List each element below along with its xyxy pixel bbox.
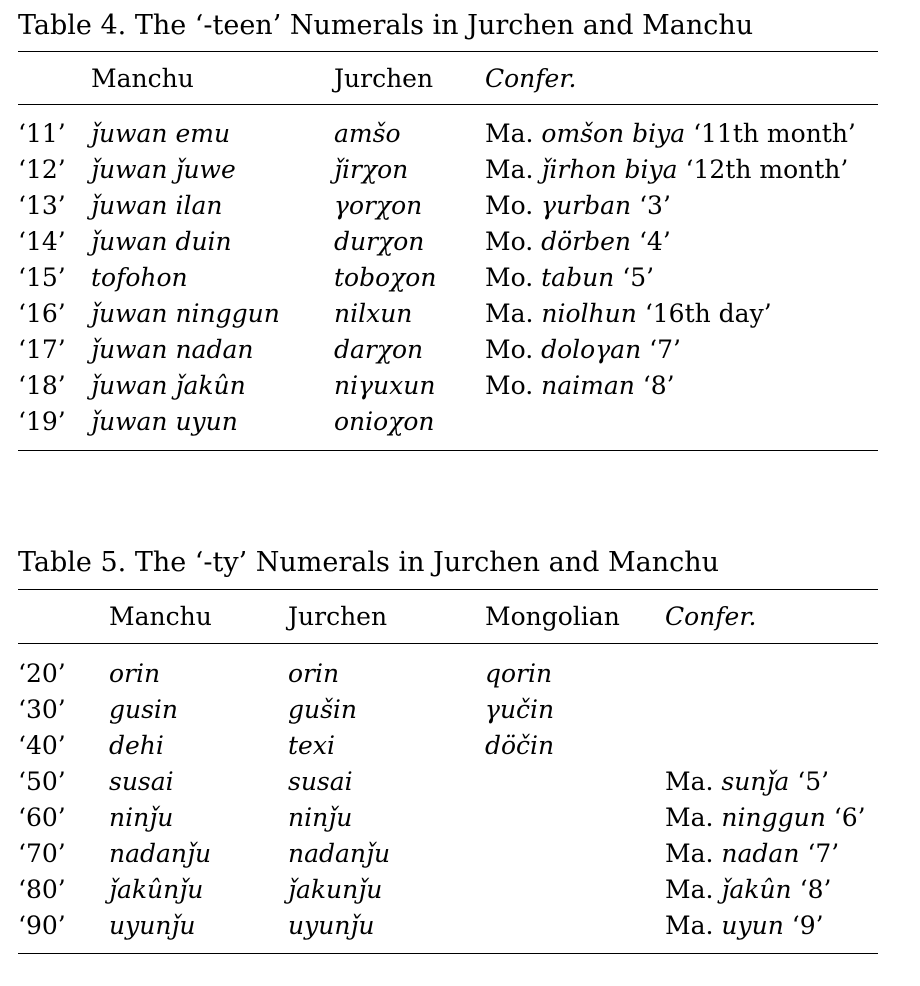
jurchen-form: texi: [288, 731, 335, 760]
confer-gloss: ‘8’: [799, 875, 832, 904]
confer-word: ǰirhon biya: [541, 155, 678, 184]
table5-header-jurchen: Jurchen: [288, 602, 388, 631]
mongolian-form: qorin: [485, 659, 553, 688]
table-row: [0, 229, 920, 265]
jurchen-form: nadanǰu: [288, 839, 391, 868]
confer-entry: [665, 805, 866, 830]
manchu-form: ǰuwan nadan: [91, 335, 254, 364]
confer-prefix: Ma.: [485, 299, 534, 328]
confer-word: niolhun: [541, 299, 637, 328]
numeral-label: ‘50’: [18, 767, 66, 796]
confer-entry: [485, 337, 681, 362]
confer-prefix: Mo.: [485, 371, 534, 400]
jurchen-form: durχon: [334, 227, 425, 256]
confer-prefix: Mo.: [485, 191, 534, 220]
numeral-label: ‘13’: [18, 191, 66, 220]
table4-caption: Table 4. The ‘-teen’ Numerals in Jurchen and Manchu: [18, 10, 754, 41]
manchu-form: ǰuwan emu: [91, 119, 231, 148]
mongolian-form: γučin: [485, 695, 555, 724]
manchu-form: ǰuwan ǰuwe: [91, 155, 236, 184]
confer-gloss: ‘6’: [833, 803, 866, 832]
manchu-form: gusin: [109, 695, 179, 724]
confer-entry: [485, 193, 671, 218]
confer-prefix: Ma.: [665, 803, 714, 832]
jurchen-form: nilxun: [334, 299, 413, 328]
manchu-form: uyunǰu: [109, 911, 196, 940]
numeral-label: ‘30’: [18, 695, 66, 724]
confer-prefix: Mo.: [485, 227, 534, 256]
numeral-label: ‘18’: [18, 371, 66, 400]
manchu-form: ǰuwan duin: [91, 227, 232, 256]
jurchen-form: darχon: [334, 335, 424, 364]
confer-word: tabun: [541, 263, 615, 292]
confer-gloss: ‘4’: [638, 227, 671, 256]
table-row: [0, 373, 920, 409]
table-row: [0, 301, 920, 337]
table5-bottom-rule: [18, 953, 878, 954]
table-row: [0, 661, 920, 697]
manchu-form: orin: [109, 659, 161, 688]
table-row: [0, 841, 920, 877]
confer-word: omšon biya: [541, 119, 686, 148]
manchu-form: susai: [109, 767, 174, 796]
confer-prefix: Ma.: [665, 911, 714, 940]
confer-word: doloγan: [541, 335, 642, 364]
table4-header-manchu: Manchu: [91, 64, 194, 93]
jurchen-form: amšo: [334, 119, 401, 148]
table-row: [0, 409, 920, 445]
confer-prefix: Ma.: [485, 155, 534, 184]
jurchen-form: susai: [288, 767, 353, 796]
confer-prefix: Ma.: [485, 119, 534, 148]
manchu-form: tofohon: [91, 263, 188, 292]
confer-entry: [665, 877, 831, 902]
confer-word: uyun: [721, 911, 784, 940]
confer-prefix: Ma.: [665, 767, 714, 796]
confer-entry: [485, 121, 856, 146]
jurchen-form: gušin: [288, 695, 358, 724]
table4-bottom-rule: [18, 450, 878, 451]
manchu-form: nadanǰu: [109, 839, 212, 868]
confer-prefix: Mo.: [485, 263, 534, 292]
table-row: [0, 697, 920, 733]
jurchen-form: ǰakunǰu: [288, 875, 383, 904]
confer-entry: [665, 769, 829, 794]
confer-gloss: ‘11th month’: [693, 119, 856, 148]
jurchen-form: toboχon: [334, 263, 437, 292]
manchu-form: ǰuwan ilan: [91, 191, 223, 220]
numeral-label: ‘19’: [18, 407, 66, 436]
confer-entry: [665, 841, 839, 866]
confer-gloss: ‘5’: [797, 767, 830, 796]
table-row: [0, 805, 920, 841]
table5-top-rule: [18, 589, 878, 590]
confer-gloss: ‘12th month’: [685, 155, 849, 184]
confer-word: ǰakûn: [721, 875, 792, 904]
numeral-label: ‘15’: [18, 263, 66, 292]
confer-word: naiman: [541, 371, 635, 400]
numeral-label: ‘11’: [18, 119, 66, 148]
table5-header-manchu: Manchu: [109, 602, 212, 631]
numeral-label: ‘80’: [18, 875, 66, 904]
numeral-label: ‘60’: [18, 803, 66, 832]
table-row: [0, 121, 920, 157]
confer-prefix: Ma.: [665, 839, 714, 868]
manchu-form: dehi: [109, 731, 164, 760]
confer-gloss: ‘7’: [649, 335, 681, 364]
jurchen-form: uyunǰu: [288, 911, 375, 940]
numeral-label: ‘20’: [18, 659, 66, 688]
table4-header-jurchen: Jurchen: [334, 64, 434, 93]
manchu-form: ǰuwan uyun: [91, 407, 238, 436]
table4-header-rule: [18, 104, 878, 105]
numeral-label: ‘17’: [18, 335, 66, 364]
numeral-label: ‘90’: [18, 911, 66, 940]
manchu-form: ǰuwan ǰakûn: [91, 371, 246, 400]
jurchen-form: orin: [288, 659, 340, 688]
table4-header-confer: Confer.: [485, 64, 577, 93]
confer-word: sunǰa: [721, 767, 790, 796]
confer-entry: [485, 265, 654, 290]
confer-gloss: ‘7’: [807, 839, 840, 868]
confer-prefix: Ma.: [665, 875, 714, 904]
table5-header-rule: [18, 643, 878, 644]
numeral-label: ‘16’: [18, 299, 66, 328]
table4-top-rule: [18, 51, 878, 52]
confer-gloss: ‘5’: [622, 263, 655, 292]
confer-entry: [485, 157, 848, 182]
numeral-label: ‘14’: [18, 227, 66, 256]
manchu-form: ninǰu: [109, 803, 174, 832]
jurchen-form: γorχon: [334, 191, 423, 220]
table5-header-mongolian: Mongolian: [485, 602, 620, 631]
manchu-form: ǰuwan ninggun: [91, 299, 280, 328]
confer-entry: [485, 229, 671, 254]
confer-word: γurban: [541, 191, 632, 220]
table-row: [0, 193, 920, 229]
confer-word: nadan: [721, 839, 800, 868]
confer-gloss: ‘3’: [639, 191, 671, 220]
table-row: [0, 769, 920, 805]
jurchen-form: onioχon: [334, 407, 435, 436]
table5-caption: Table 5. The ‘-ty’ Numerals in Jurchen and Manchu: [18, 547, 720, 578]
table-row: [0, 733, 920, 769]
confer-entry: [485, 373, 675, 398]
confer-entry: [665, 913, 824, 938]
mongolian-form: döčin: [485, 731, 555, 760]
confer-word: ninggun: [721, 803, 826, 832]
table-row: [0, 265, 920, 301]
table-row: [0, 913, 920, 949]
manchu-form: ǰakûnǰu: [109, 875, 204, 904]
jurchen-form: ǰirχon: [334, 155, 409, 184]
numeral-label: ‘40’: [18, 731, 66, 760]
table-row: [0, 157, 920, 193]
confer-entry: [485, 301, 772, 326]
table-row: [0, 337, 920, 373]
confer-word: dörben: [541, 227, 632, 256]
numeral-label: ‘70’: [18, 839, 66, 868]
confer-gloss: ‘16th day’: [644, 299, 772, 328]
jurchen-form: ninǰu: [288, 803, 353, 832]
confer-prefix: Mo.: [485, 335, 534, 364]
table-row: [0, 877, 920, 913]
numeral-label: ‘12’: [18, 155, 66, 184]
confer-gloss: ‘8’: [642, 371, 675, 400]
table5-header-confer: Confer.: [665, 602, 757, 631]
jurchen-form: niγuxun: [334, 371, 436, 400]
confer-gloss: ‘9’: [791, 911, 824, 940]
